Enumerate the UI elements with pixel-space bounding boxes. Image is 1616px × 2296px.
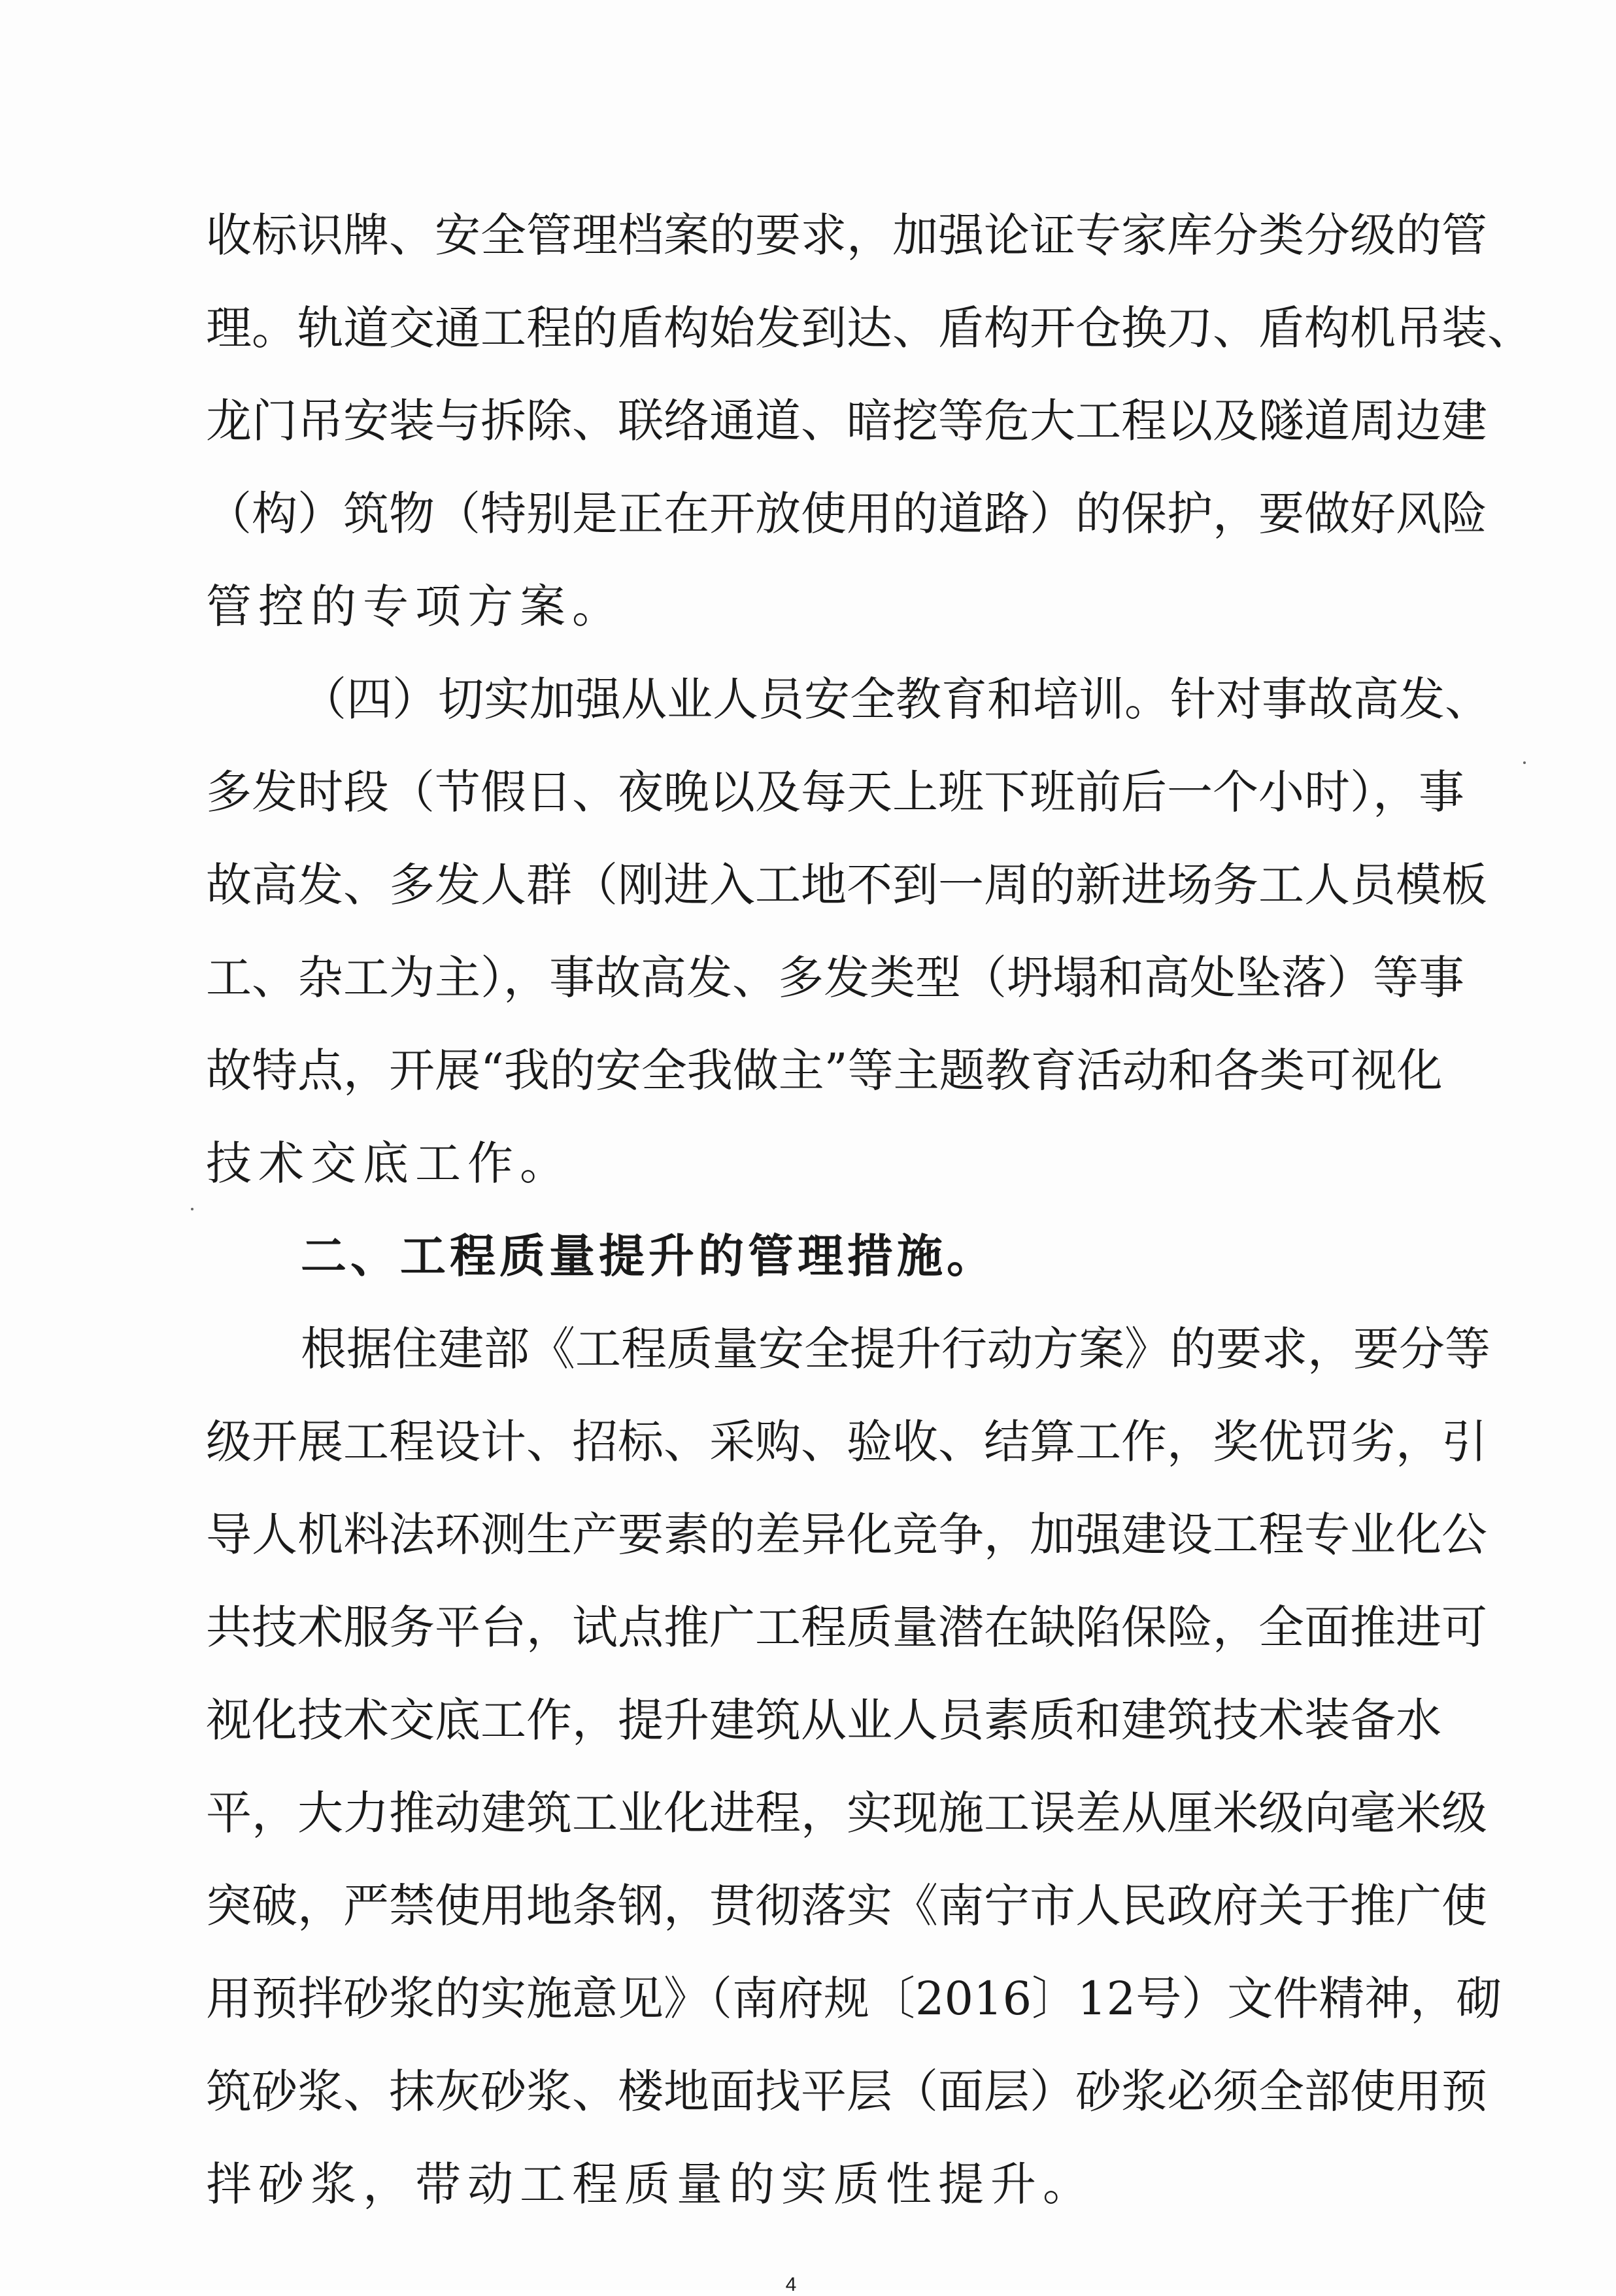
paragraph-line: 技术交底工作。: [206, 1137, 572, 1190]
paragraph-line: 收标识牌、安全管理档案的要求，加强论证专家库分类分级的管: [206, 208, 1487, 262]
paragraph-line: （构）筑物（特别是正在开放使用的道路）的保护，要做好风险: [206, 487, 1487, 541]
section-heading: 二、工程质量提升的管理措施。: [301, 1229, 996, 1283]
paragraph-line: 导人机料法环测生产要素的差异化竞争，加强建设工程专业化公: [206, 1508, 1487, 1561]
paragraph-line: 故特点，开展“我的安全我做主”等主题教育活动和各类可视化: [206, 1044, 1443, 1097]
paragraph-line: 多发时段（节假日、夜晚以及每天上班下班前后一个小时），事: [206, 765, 1464, 819]
paragraph-line: 筑砂浆、抹灰砂浆、楼地面找平层（面层）砂浆必须全部使用预: [206, 2065, 1487, 2118]
paragraph-line: 工、杂工为主），事故高发、多发类型（坍塌和高处坠落）等事: [206, 951, 1464, 1005]
paragraph-line: 理。轨道交通工程的盾构始发到达、盾构开仓换刀、盾构机吊装、: [206, 301, 1533, 355]
paragraph-line: 故高发、多发人群（刚进入工地不到一周的新进场务工人员模板: [206, 858, 1487, 912]
paragraph-line: 管控的专项方案。: [206, 580, 624, 633]
paragraph-line: 级开展工程设计、招标、采购、验收、结算工作，奖优罚劣，引: [206, 1415, 1487, 1469]
paragraph-line: 拌砂浆，带动工程质量的实质性提升。: [206, 2157, 1095, 2211]
paragraph-line: 视化技术交底工作，提升建筑从业人员素质和建筑技术装备水: [206, 1693, 1441, 1747]
paragraph-line: 共技术服务平台，试点推广工程质量潜在缺陷保险，全面推进可: [206, 1601, 1487, 1654]
paragraph-line: 平，大力推动建筑工业化进程，实现施工误差从厘米级向毫米级: [206, 1786, 1487, 1840]
paragraph-line: 突破，严禁使用地条钢，贯彻落实《南宁市人民政府关于推广使: [206, 1879, 1487, 1933]
page-number: 4: [785, 2274, 797, 2295]
paragraph-line: 龙门吊安装与拆除、联络通道、暗挖等危大工程以及隧道周边建: [206, 394, 1487, 448]
paragraph-line: （四）切实加强从业人员安全教育和培训。针对事故高发、: [301, 673, 1490, 726]
paragraph-line: 用预拌砂浆的实施意见》（南府规〔2016〕12号）文件精神，砌: [206, 1972, 1502, 2025]
paragraph-line: 根据住建部《工程质量安全提升行动方案》的要求，要分等: [301, 1322, 1490, 1376]
scan-speck: [1523, 761, 1526, 764]
scan-speck: [191, 1208, 194, 1210]
